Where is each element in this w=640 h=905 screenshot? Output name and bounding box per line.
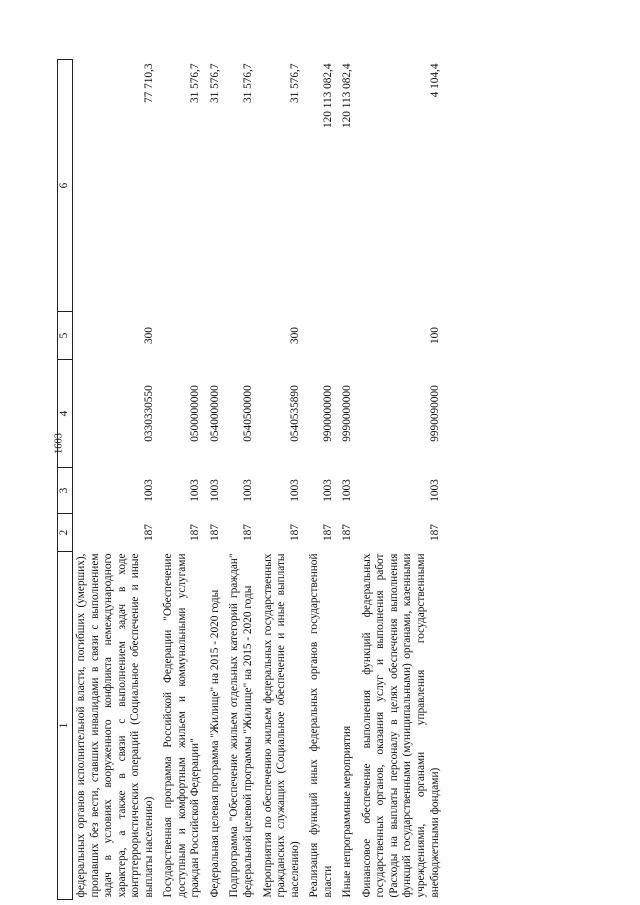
- row-gr: 187: [208, 524, 221, 541]
- table-row: [207, 60, 227, 900]
- row-rz: 1003: [341, 479, 354, 502]
- row-vr: [160, 312, 207, 360]
- table-row: [73, 60, 161, 900]
- row-rz: 1003: [208, 479, 221, 502]
- row-name: Государственная программа Российской Федерации "Обеспечение доступным и комфортным жильем и коммунальными услугами граждан Российской Федерации": [162, 553, 202, 898]
- row-csr: 9900000000: [321, 385, 334, 442]
- row-csr: 9990000000: [341, 385, 354, 442]
- row-sum: 31 576,7: [288, 63, 301, 104]
- row-sum: 31 576,7: [189, 63, 202, 104]
- row-vr: [339, 312, 359, 360]
- budget-table: [57, 59, 446, 900]
- row-gr: 187: [142, 524, 155, 541]
- table-row: [260, 60, 307, 900]
- row-name: Иные непрограммные мероприятия: [341, 725, 354, 898]
- row-rz: 1003: [288, 479, 301, 502]
- col-header-2: 2: [58, 514, 73, 552]
- row-csr: 9990090000: [428, 385, 441, 442]
- col-header-5: 5: [58, 312, 73, 360]
- row-vr: [306, 312, 339, 360]
- row-name: Федеральная целевая программа "Жилище" на 2015 - 2020 годы: [208, 589, 221, 898]
- table-row: [160, 60, 207, 900]
- row-vr: 100: [428, 327, 441, 344]
- row-sum: 4 104,4: [428, 63, 441, 98]
- row-rz: 1003: [242, 479, 255, 502]
- row-sum: 31 576,7: [242, 63, 255, 104]
- col-header-1: 1: [58, 552, 73, 900]
- row-gr: 187: [428, 524, 441, 541]
- row-name: федеральных органов исполнительной власти, погибших (умерших), пропавших без вести, ставших инвалидами в связи с выполнением задач в условиях вооруженного конфликта немеждународного характера, а также в связи с выполнением задач в ходе контртеррористических операций (Социальное обеспечение и иные выплаты населению): [75, 553, 155, 898]
- row-gr: 187: [242, 524, 255, 541]
- table-row: [359, 60, 446, 900]
- table-row: [339, 60, 359, 900]
- row-rz: 1003: [189, 479, 202, 502]
- row-rz: 1003: [142, 479, 155, 502]
- row-csr: 0540000000: [208, 385, 221, 442]
- row-vr: [226, 312, 259, 360]
- row-gr: 187: [189, 524, 202, 541]
- col-header-6: 6: [58, 60, 73, 312]
- row-gr: 187: [321, 524, 334, 541]
- row-rz: 1003: [321, 479, 334, 502]
- row-name: Мероприятия по обеспечению жильем федеральных государственных гражданских служащих (Социальное обеспечение и иные выплаты населению): [261, 553, 301, 898]
- row-sum: 31 576,7: [208, 63, 221, 104]
- row-rz: 1003: [428, 479, 441, 502]
- row-gr: 187: [288, 524, 301, 541]
- col-header-4: 4: [58, 360, 73, 468]
- table-row: [226, 60, 259, 900]
- table-row: [306, 60, 339, 900]
- row-name: Финансовое обеспечение выполнения функций федеральных государственных органов, оказания услуг и выполнения работ (Расходы на выплаты персоналу в целях обеспечения выполнения функций государственными (муниципальными) органами, казенными учреждениями, органами управления государственными внебюджетными фондами): [360, 553, 441, 898]
- row-sum: 120 113 082,4: [341, 63, 354, 129]
- row-vr: 300: [288, 327, 301, 344]
- row-csr: 0500000000: [189, 385, 202, 442]
- row-sum: 120 113 082,4: [321, 63, 334, 129]
- row-csr: 0330330550: [142, 385, 155, 442]
- rotated-page: [57, 60, 583, 900]
- row-csr: 0540535890: [288, 385, 301, 442]
- row-name: Подпрограмма "Обеспечение жильем отдельных категорий граждан" федеральной целевой программы "Жилище" на 2015 - 2020 годы: [228, 553, 255, 898]
- row-vr: 300: [142, 327, 155, 344]
- row-csr: 0540500000: [242, 385, 255, 442]
- row-vr: [207, 312, 227, 360]
- row-name: Реализация функций иных федеральных органов государственной власти: [308, 553, 334, 898]
- row-sum: 77 710,3: [142, 63, 155, 104]
- col-header-3: 3: [58, 468, 73, 514]
- column-header-row: [58, 60, 73, 900]
- row-gr: 187: [341, 524, 354, 541]
- page-number: 1603: [53, 433, 65, 454]
